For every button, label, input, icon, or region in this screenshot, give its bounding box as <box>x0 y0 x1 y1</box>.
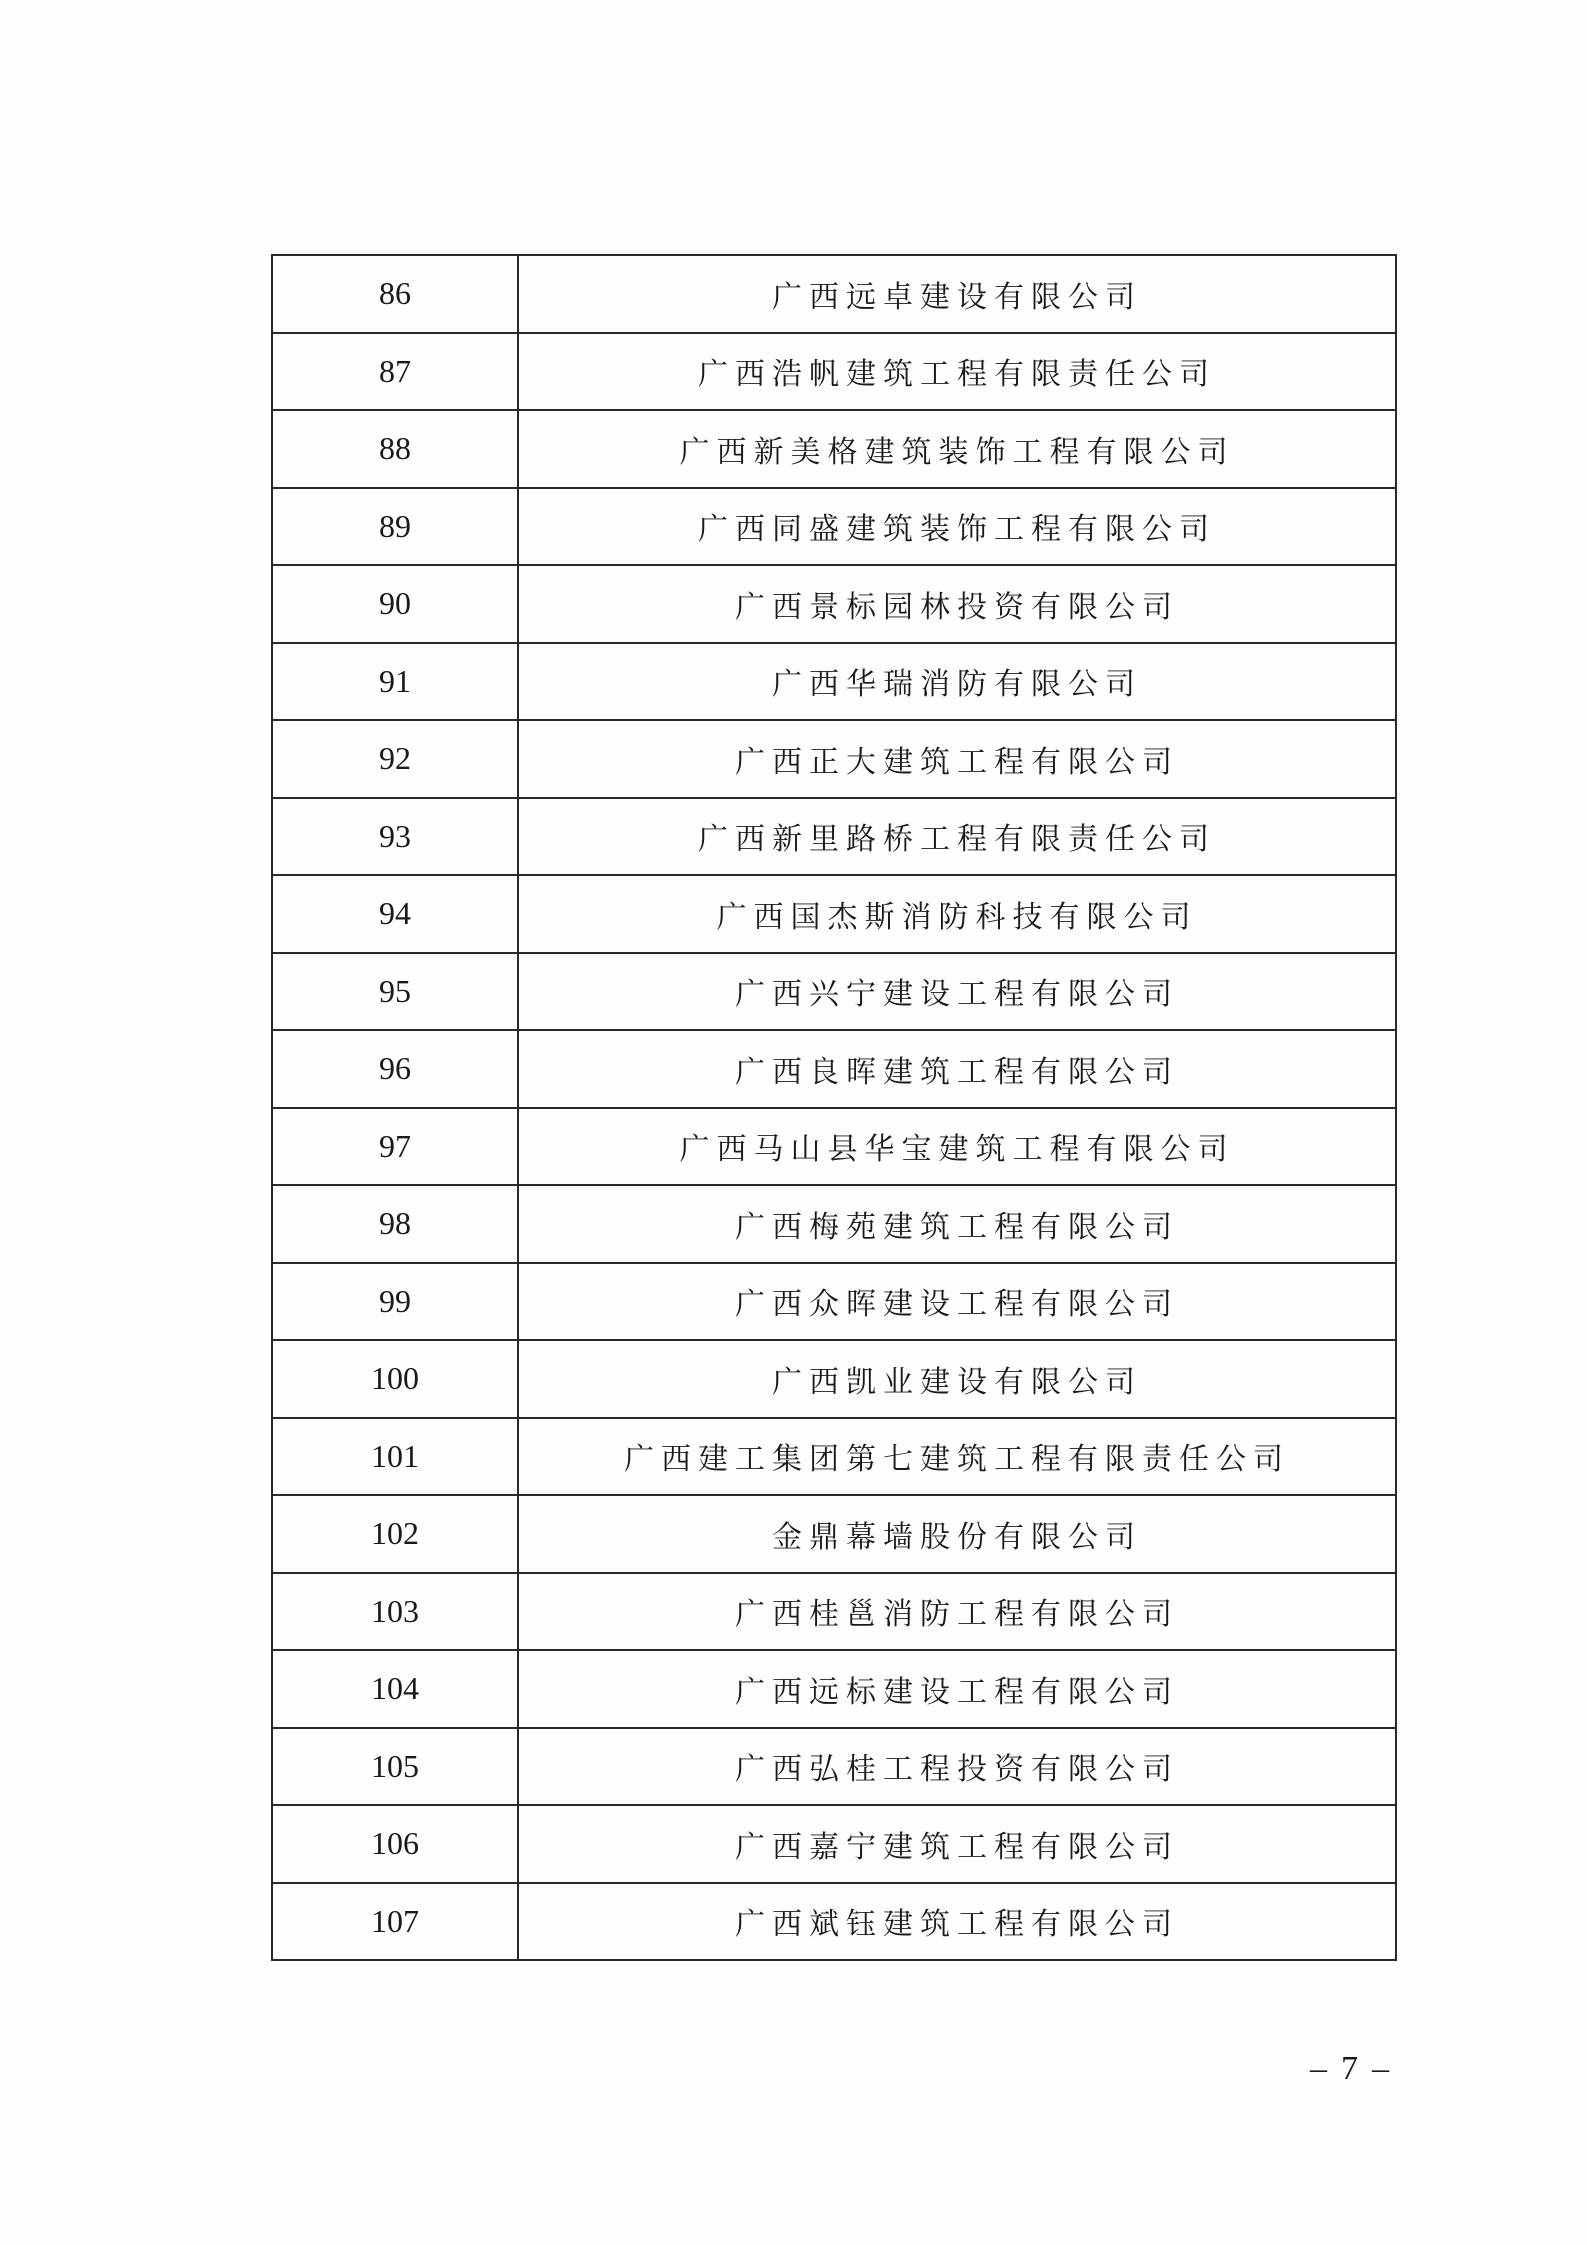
table-row <box>272 255 1396 333</box>
table-row <box>272 720 1396 798</box>
table-row <box>272 1340 1396 1418</box>
row-number: 87 <box>272 333 518 411</box>
row-number: 100 <box>272 1340 518 1418</box>
page-number-dash-left: – <box>1310 2050 1341 2087</box>
row-number: 103 <box>272 1573 518 1651</box>
company-list-body <box>272 255 1396 1960</box>
row-number: 99 <box>272 1263 518 1341</box>
company-name: 广西国杰斯消防科技有限公司 <box>518 875 1396 953</box>
company-name: 广西良晖建筑工程有限公司 <box>518 1030 1396 1108</box>
table-row <box>272 488 1396 566</box>
company-name: 广西同盛建筑装饰工程有限公司 <box>518 488 1396 566</box>
table-row <box>272 1728 1396 1806</box>
row-number: 89 <box>272 488 518 566</box>
row-number: 97 <box>272 1108 518 1186</box>
row-number: 94 <box>272 875 518 953</box>
company-name: 广西远标建设工程有限公司 <box>518 1650 1396 1728</box>
table-row <box>272 1805 1396 1883</box>
row-number: 102 <box>272 1495 518 1573</box>
row-number: 101 <box>272 1418 518 1496</box>
table-row <box>272 1573 1396 1651</box>
table-row <box>272 410 1396 488</box>
company-name: 广西远卓建设有限公司 <box>518 255 1396 333</box>
row-number: 86 <box>272 255 518 333</box>
page-number <box>1310 2050 1403 2088</box>
page-number-dash-right: – <box>1372 2050 1403 2087</box>
table-row <box>272 875 1396 953</box>
row-number: 106 <box>272 1805 518 1883</box>
page-number-value: 7 <box>1341 2050 1372 2087</box>
company-name: 广西弘桂工程投资有限公司 <box>518 1728 1396 1806</box>
company-name: 广西景标园林投资有限公司 <box>518 565 1396 643</box>
company-name: 广西马山县华宝建筑工程有限公司 <box>518 1108 1396 1186</box>
row-number: 105 <box>272 1728 518 1806</box>
table-row <box>272 798 1396 876</box>
company-name: 广西建工集团第七建筑工程有限责任公司 <box>518 1418 1396 1496</box>
company-name: 广西桂邕消防工程有限公司 <box>518 1573 1396 1651</box>
row-number: 93 <box>272 798 518 876</box>
table-row <box>272 565 1396 643</box>
table-row <box>272 1108 1396 1186</box>
company-name: 广西浩帆建筑工程有限责任公司 <box>518 333 1396 411</box>
company-name: 广西凯业建设有限公司 <box>518 1340 1396 1418</box>
row-number: 90 <box>272 565 518 643</box>
table-row <box>272 1495 1396 1573</box>
table-row <box>272 1883 1396 1961</box>
company-name: 广西兴宁建设工程有限公司 <box>518 953 1396 1031</box>
row-number: 98 <box>272 1185 518 1263</box>
table-row <box>272 1418 1396 1496</box>
row-number: 95 <box>272 953 518 1031</box>
company-name: 广西斌钰建筑工程有限公司 <box>518 1883 1396 1961</box>
table-row <box>272 1030 1396 1108</box>
company-name: 广西新里路桥工程有限责任公司 <box>518 798 1396 876</box>
company-name: 广西梅苑建筑工程有限公司 <box>518 1185 1396 1263</box>
table-row <box>272 643 1396 721</box>
company-name: 广西新美格建筑装饰工程有限公司 <box>518 410 1396 488</box>
row-number: 91 <box>272 643 518 721</box>
company-name: 广西正大建筑工程有限公司 <box>518 720 1396 798</box>
row-number: 92 <box>272 720 518 798</box>
company-name: 广西华瑞消防有限公司 <box>518 643 1396 721</box>
company-name: 广西嘉宁建筑工程有限公司 <box>518 1805 1396 1883</box>
table-row <box>272 1263 1396 1341</box>
table-row <box>272 953 1396 1031</box>
company-name: 广西众晖建设工程有限公司 <box>518 1263 1396 1341</box>
row-number: 107 <box>272 1883 518 1961</box>
row-number: 96 <box>272 1030 518 1108</box>
table-row <box>272 1185 1396 1263</box>
company-name: 金鼎幕墙股份有限公司 <box>518 1495 1396 1573</box>
row-number: 104 <box>272 1650 518 1728</box>
row-number: 88 <box>272 410 518 488</box>
company-list-table <box>271 254 1397 1961</box>
table-row <box>272 333 1396 411</box>
table-row <box>272 1650 1396 1728</box>
